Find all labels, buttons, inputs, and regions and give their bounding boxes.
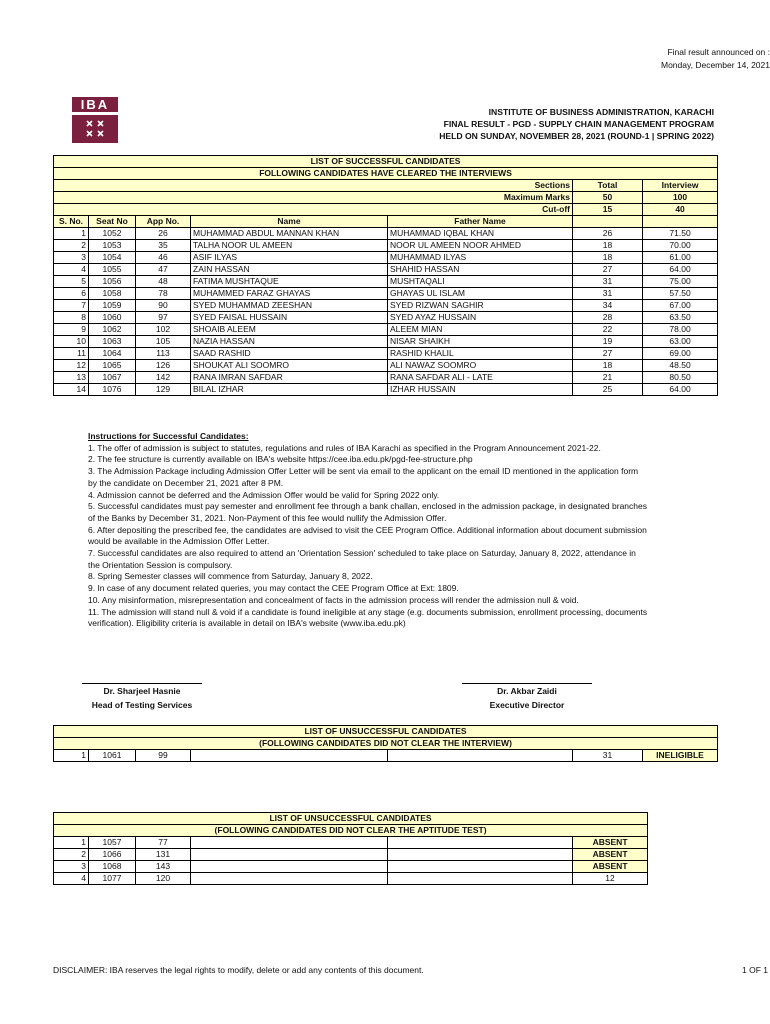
app-cell: 105 — [136, 336, 191, 348]
seat-cell: 1077 — [89, 873, 136, 885]
successful-candidates-table — [53, 155, 718, 396]
name-cell: SHOAIB ALEEM — [191, 324, 388, 336]
sno-cell: 11 — [54, 348, 89, 360]
app-cell: 143 — [136, 861, 191, 873]
app-cell: 102 — [136, 324, 191, 336]
seat-cell: 1057 — [89, 837, 136, 849]
sno-cell: 7 — [54, 300, 89, 312]
table-row — [54, 372, 718, 384]
seat-cell: 1055 — [89, 264, 136, 276]
app-cell: 77 — [136, 837, 191, 849]
table-row — [54, 324, 718, 336]
name-cell — [191, 849, 388, 861]
name-cell: BILAL IZHAR — [191, 384, 388, 396]
seat-cell: 1068 — [89, 861, 136, 873]
name-cell: MUHAMMAD ABDUL MANNAN KHAN — [191, 228, 388, 240]
name-cell: TALHA NOOR UL AMEEN — [191, 240, 388, 252]
unsuccessful-interview-subtitle: (FOLLOWING CANDIDATES DID NOT CLEAR THE INTERVIEW) — [54, 738, 718, 750]
table-row — [54, 837, 648, 849]
sno-cell: 10 — [54, 336, 89, 348]
app-cell: 97 — [136, 312, 191, 324]
father-cell — [388, 750, 573, 762]
app-cell: 131 — [136, 849, 191, 861]
sno-cell: 1 — [54, 228, 89, 240]
instruction-item: 7. Successful candidates are also required to attend an 'Orientation Session' scheduled to take place on Saturday, January 8, 2022, attendance in the Orientation Session is compulsory. — [88, 548, 636, 570]
seat-cell: 1063 — [89, 336, 136, 348]
table-row — [54, 228, 718, 240]
interview-cell: 67.00 — [643, 300, 718, 312]
total-cell: 22 — [573, 324, 643, 336]
seat-cell: 1061 — [89, 750, 136, 762]
sno-cell: 4 — [54, 264, 89, 276]
unsuccessful-interview-title: LIST OF UNSUCCESSFUL CANDIDATES — [54, 726, 718, 738]
sno-cell: 6 — [54, 288, 89, 300]
total-cell: 28 — [573, 312, 643, 324]
total-cell: 31 — [573, 288, 643, 300]
father-cell: NISAR SHAIKH — [388, 336, 573, 348]
max-total: 50 — [573, 192, 643, 204]
name-cell: SYED MUHAMMAD ZEESHAN — [191, 300, 388, 312]
instruction-item: 2. The fee structure is currently available on IBA's website https://cee.iba.edu.pk/pgd-fee-structure.php — [88, 454, 473, 465]
table-row — [54, 348, 718, 360]
successful-title: LIST OF SUCCESSFUL CANDIDATES — [54, 156, 718, 168]
seat-cell: 1065 — [89, 360, 136, 372]
app-cell: 48 — [136, 276, 191, 288]
name-cell: SAAD RASHID — [191, 348, 388, 360]
signature-left — [80, 683, 204, 712]
interview-cell: 69.00 — [643, 348, 718, 360]
interview-cell: 78.00 — [643, 324, 718, 336]
status-cell: 12 — [573, 873, 648, 885]
cutoff-label: Cut-off — [54, 204, 573, 216]
interview-header: Interview — [643, 180, 718, 192]
seat-cell: 1060 — [89, 312, 136, 324]
sno-cell: 2 — [54, 240, 89, 252]
name-cell: MUHAMMED FARAZ GHAYAS — [191, 288, 388, 300]
interview-cell: 57.50 — [643, 288, 718, 300]
father-cell: SYED RIZWAN SAGHIR — [388, 300, 573, 312]
father-cell: RASHID KHALIL — [388, 348, 573, 360]
table-row — [54, 276, 718, 288]
table-row — [54, 252, 718, 264]
signatory-name: Dr. Sharjeel Hasnie — [103, 686, 181, 696]
sno-cell: 9 — [54, 324, 89, 336]
app-cell: 90 — [136, 300, 191, 312]
seat-cell: 1052 — [89, 228, 136, 240]
father-cell: SYED AYAZ HUSSAIN — [388, 312, 573, 324]
instructions — [88, 431, 648, 630]
instruction-item: 3. The Admission Package including Admission Offer Letter will be sent via email to the applicant on the email ID mentioned in the application form by the candidate on December 21, 2021 after 8 PM. — [88, 466, 639, 488]
table-row — [54, 300, 718, 312]
announcement — [470, 46, 770, 72]
app-cell: 47 — [136, 264, 191, 276]
instruction-item: 5. Successful candidates must pay semester and enrollment fee through a bank challan, enclosed in the admission package, in designated branches of the Banks by December 31, 2021. Non-Payment of this fee would nullify the Admission Offer. — [88, 501, 647, 523]
app-cell: 113 — [136, 348, 191, 360]
cutoff-interview: 40 — [643, 204, 718, 216]
name-cell: ASIF ILYAS — [191, 252, 388, 264]
cutoff-total: 15 — [573, 204, 643, 216]
father-cell: ALEEM MIAN — [388, 324, 573, 336]
max-marks-label: Maximum Marks — [54, 192, 573, 204]
app-cell: 35 — [136, 240, 191, 252]
instruction-item: 6. After depositing the prescribed fee, the candidates are advised to visit the CEE Program Office. Additional information about document submission would be available in the Admission Offer Letter. — [88, 524, 647, 547]
table-row — [54, 264, 718, 276]
disclaimer: DISCLAIMER: IBA reserves the legal rights to modify, delete or add any contents of this document. — [53, 965, 424, 975]
father-cell: IZHAR HUSSAIN — [388, 384, 573, 396]
status-cell: ABSENT — [573, 849, 648, 861]
col-seat: Seat No — [89, 216, 136, 228]
col-father: Father Name — [388, 216, 573, 228]
interview-cell: 80.50 — [643, 372, 718, 384]
total-cell: 18 — [573, 360, 643, 372]
seat-cell: 1053 — [89, 240, 136, 252]
signatory-title: Head of Testing Services — [91, 700, 193, 710]
seat-cell: 1062 — [89, 324, 136, 336]
interview-cell: INELIGIBLE — [643, 750, 718, 762]
seat-cell: 1064 — [89, 348, 136, 360]
father-cell: MUHAMMAD ILYAS — [388, 252, 573, 264]
held-on: HELD ON SUNDAY, NOVEMBER 28, 2021 (ROUND-1 | SPRING 2022) — [439, 131, 714, 141]
total-cell: 19 — [573, 336, 643, 348]
instruction-item: 4. Admission cannot be deferred and the Admission Offer would be valid for Spring 2022 only. — [88, 489, 440, 500]
instruction-item: 8. Spring Semester classes will commence from Saturday, January 8, 2022. — [88, 571, 373, 582]
father-cell: MUSHTAQALI — [388, 276, 573, 288]
logo-emblem-icon — [72, 115, 118, 143]
total-cell: 21 — [573, 372, 643, 384]
name-cell: ZAIN HASSAN — [191, 264, 388, 276]
app-cell: 26 — [136, 228, 191, 240]
interview-cell: 63.50 — [643, 312, 718, 324]
table-row — [54, 312, 718, 324]
status-cell: ABSENT — [573, 837, 648, 849]
instruction-item: 1. The offer of admission is subject to statutes, regulations and rules of IBA Karachi as specified in the Program Announcement 2021-22. — [88, 442, 601, 453]
signatory-name: Dr. Akbar Zaidi — [497, 686, 557, 696]
table-row — [54, 873, 648, 885]
total-cell: 27 — [573, 264, 643, 276]
app-cell: 46 — [136, 252, 191, 264]
father-cell — [388, 861, 573, 873]
name-cell: SYED FAISAL HUSSAIN — [191, 312, 388, 324]
seat-cell: 1058 — [89, 288, 136, 300]
app-cell: 126 — [136, 360, 191, 372]
total-cell: 26 — [573, 228, 643, 240]
instruction-item: 9. In case of any document related queries, you may contact the CEE Program Office at Ext: 1809. — [88, 583, 459, 594]
sno-cell: 3 — [54, 252, 89, 264]
name-cell: RANA IMRAN SAFDAR — [191, 372, 388, 384]
sno-cell: 1 — [54, 750, 89, 762]
interview-cell: 61.00 — [643, 252, 718, 264]
seat-cell: 1076 — [89, 384, 136, 396]
col-app: App No. — [136, 216, 191, 228]
successful-subtitle: FOLLOWING CANDIDATES HAVE CLEARED THE INTERVIEWS — [54, 168, 718, 180]
seat-cell: 1067 — [89, 372, 136, 384]
institute-name: INSTITUTE OF BUSINESS ADMINISTRATION, KARACHI — [488, 107, 714, 117]
sno-cell: 2 — [54, 849, 89, 861]
total-cell: 31 — [573, 276, 643, 288]
app-cell: 99 — [136, 750, 191, 762]
seat-cell: 1059 — [89, 300, 136, 312]
unsuccessful-aptitude-title: LIST OF UNSUCCESSFUL CANDIDATES — [54, 813, 648, 825]
interview-cell: 75.00 — [643, 276, 718, 288]
announcement-line1: Final result announced on : — [667, 47, 770, 57]
interview-cell: 64.00 — [643, 264, 718, 276]
max-interview: 100 — [643, 192, 718, 204]
interview-cell: 48.50 — [643, 360, 718, 372]
table-row — [54, 384, 718, 396]
interview-cell: 70.00 — [643, 240, 718, 252]
father-cell: ALI NAWAZ SOOMRO — [388, 360, 573, 372]
father-cell: MUHAMMAD IQBAL KHAN — [388, 228, 573, 240]
total-cell: 18 — [573, 252, 643, 264]
name-cell — [191, 873, 388, 885]
sno-cell: 14 — [54, 384, 89, 396]
total-cell: 27 — [573, 348, 643, 360]
father-cell: RANA SAFDAR ALI - LATE — [388, 372, 573, 384]
app-cell: 129 — [136, 384, 191, 396]
name-cell: SHOUKAT ALI SOOMRO — [191, 360, 388, 372]
logo-text: IBA — [72, 97, 118, 112]
instruction-item: 11. The admission will stand null & void if a candidate is found ineligible at any stage (e.g. documents submission, enrollment processing, documents verification). Eligibility criteria is available in detail on IBA's website (www.iba.edu.pk) — [88, 606, 648, 629]
col-name: Name — [191, 216, 388, 228]
table-row — [54, 288, 718, 300]
total-cell: 25 — [573, 384, 643, 396]
unsuccessful-aptitude-subtitle: (FOLLOWING CANDIDATES DID NOT CLEAR THE APTITUDE TEST) — [54, 825, 648, 837]
name-cell: FATIMA MUSHTAQUE — [191, 276, 388, 288]
total-cell: 34 — [573, 300, 643, 312]
sno-cell: 3 — [54, 861, 89, 873]
name-cell: NAZIA HASSAN — [191, 336, 388, 348]
father-cell: GHAYAS UL ISLAM — [388, 288, 573, 300]
sno-cell: 5 — [54, 276, 89, 288]
interview-cell: 71.50 — [643, 228, 718, 240]
signature-right — [460, 683, 594, 712]
seat-cell: 1056 — [89, 276, 136, 288]
instructions-title: Instructions for Successful Candidates: — [88, 431, 249, 441]
father-cell: SHAHID HASSAN — [388, 264, 573, 276]
sections-label: Sections — [54, 180, 573, 192]
instruction-item: 10. Any misinformation, misrepresentation and concealment of facts in the admission process will render the admission null & void. — [88, 594, 579, 605]
app-cell: 142 — [136, 372, 191, 384]
interview-cell: 64.00 — [643, 384, 718, 396]
sno-cell: 1 — [54, 837, 89, 849]
table-row — [54, 849, 648, 861]
name-cell — [191, 861, 388, 873]
document-header — [314, 106, 714, 142]
seat-cell: 1066 — [89, 849, 136, 861]
col-sno: S. No. — [54, 216, 89, 228]
total-cell: 31 — [573, 750, 643, 762]
sno-cell: 4 — [54, 873, 89, 885]
interview-cell: 63.00 — [643, 336, 718, 348]
sno-cell: 13 — [54, 372, 89, 384]
father-cell — [388, 873, 573, 885]
table-row — [54, 336, 718, 348]
table-row — [54, 240, 718, 252]
signatory-title: Executive Director — [489, 700, 565, 710]
iba-logo — [72, 97, 118, 145]
unsuccessful-interview-table — [53, 725, 718, 762]
app-cell: 78 — [136, 288, 191, 300]
sno-cell: 8 — [54, 312, 89, 324]
status-cell: ABSENT — [573, 861, 648, 873]
total-header: Total — [573, 180, 643, 192]
father-cell: NOOR UL AMEEN NOOR AHMED — [388, 240, 573, 252]
page-number: 1 OF 1 — [742, 965, 768, 975]
table-row — [54, 750, 718, 762]
name-cell — [191, 837, 388, 849]
name-cell — [191, 750, 388, 762]
announcement-date: Monday, December 14, 2021 — [661, 60, 770, 70]
seat-cell: 1054 — [89, 252, 136, 264]
app-cell: 120 — [136, 873, 191, 885]
table-row — [54, 360, 718, 372]
total-cell: 18 — [573, 240, 643, 252]
sno-cell: 12 — [54, 360, 89, 372]
unsuccessful-aptitude-table — [53, 812, 648, 885]
table-row — [54, 861, 648, 873]
father-cell — [388, 849, 573, 861]
result-title: FINAL RESULT - PGD - SUPPLY CHAIN MANAGEMENT PROGRAM — [443, 119, 714, 129]
father-cell — [388, 837, 573, 849]
